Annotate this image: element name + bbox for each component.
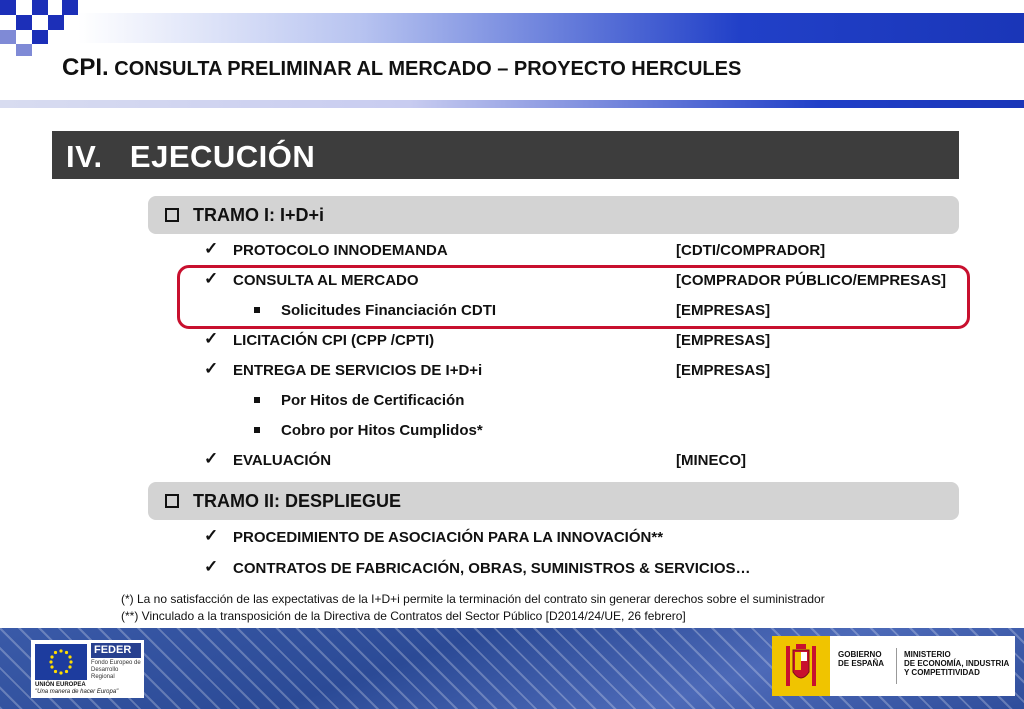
check-icon: ✓ [204, 526, 219, 545]
check-icon: ✓ [204, 359, 219, 378]
decor-square [16, 44, 32, 56]
list-item: Cobro por Hitos Cumplidos* [281, 422, 483, 439]
tramo-2-label: TRAMO II: DESPLIEGUE [193, 491, 402, 511]
gobierno-text [838, 650, 884, 668]
check-icon: ✓ [204, 557, 219, 576]
title-text: CONSULTA PRELIMINAR AL MERCADO – PROYECTO HERCULES [114, 58, 742, 80]
list-item-role: [EMPRESAS] [676, 362, 771, 379]
decor-square [0, 0, 16, 15]
list-item: LICITACIÓN CPI (CPP /CPTI) [233, 332, 435, 349]
list-item: PROTOCOLO INNODEMANDA [233, 242, 448, 259]
title-prefix: CPI. [62, 54, 109, 81]
list-item: Solicitudes Financiación CDTI [281, 302, 497, 319]
tramo-1-label: TRAMO I: I+D+i [193, 205, 325, 225]
checkbox-bullet-icon [165, 208, 179, 222]
tramo-2-header [148, 482, 959, 520]
logo-separator [896, 648, 897, 684]
min-line-1: MINISTERIO [904, 650, 951, 659]
ministry-panel [830, 636, 1015, 696]
gob-line-2: DE ESPAÑA [838, 659, 885, 668]
decor-square [0, 30, 16, 44]
check-icon: ✓ [204, 239, 219, 258]
feder-subtitle: Fondo Europeo de Desarrollo Regional [91, 660, 141, 680]
section-title: IV. EJECUCIÓN [66, 139, 316, 174]
check-icon: ✓ [204, 449, 219, 468]
check-icon: ✓ [204, 329, 219, 348]
tramo-1-header [148, 196, 959, 234]
list-item: Por Hitos de Certificación [281, 392, 465, 409]
list-item: EVALUACIÓN [233, 452, 332, 469]
feder-title: FEDER [91, 643, 141, 658]
min-line-2: DE ECONOMÍA, INDUSTRIA [904, 659, 1010, 668]
header-divider [0, 100, 1024, 108]
footnote: (**) Vinculado a la transposición de la Directiva de Contratos del Sector Público [D2014/24/UE, 26 febrero] [121, 609, 686, 623]
min-line-3: Y COMPETITIVIDAD [904, 668, 980, 677]
list-item-role: [EMPRESAS] [676, 332, 771, 349]
list-item: CONTRATOS DE FABRICACIÓN, OBRAS, SUMINISTROS & SERVICIOS… [233, 560, 751, 577]
footnote: (*) La no satisfacción de las expectativas de la I+D+i permite la terminación del contrato sin generar derechos sobre el suministrador [121, 592, 825, 606]
feder-logo [31, 640, 144, 698]
government-logo [772, 636, 1015, 696]
ministerio-text [904, 650, 1009, 677]
decor-square [62, 0, 78, 15]
decor-square [32, 30, 48, 44]
square-bullet-icon [254, 427, 260, 433]
coat-of-arms-icon [784, 642, 818, 690]
list-item-role: [MINECO] [676, 452, 746, 469]
eu-flag-icon [35, 644, 87, 680]
page-title [62, 54, 741, 82]
eu-motto: "Una manera de hacer Europa" [35, 689, 119, 695]
list-item: ENTREGA DE SERVICIOS DE I+D+i [233, 362, 483, 379]
eu-label: UNIÓN EUROPEA [35, 682, 86, 688]
square-bullet-icon [254, 397, 260, 403]
list-item-role: [COMPRADOR PÚBLICO/EMPRESAS] [676, 272, 947, 289]
decor-square [32, 0, 48, 15]
highlight-outline [177, 265, 970, 329]
check-icon: ✓ [204, 269, 219, 288]
list-item-role: [EMPRESAS] [676, 302, 771, 319]
decor-square [16, 15, 32, 30]
section-header [52, 131, 959, 179]
list-item-role: [CDTI/COMPRADOR] [676, 242, 826, 259]
gob-line-1: GOBIERNO [838, 650, 882, 659]
checkbox-bullet-icon [165, 494, 179, 508]
list-item: CONSULTA AL MERCADO [233, 272, 419, 289]
top-banner [78, 13, 1024, 43]
decor-square [48, 15, 64, 30]
list-item: PROCEDIMIENTO DE ASOCIACIÓN PARA LA INNOVACIÓN** [233, 529, 664, 546]
